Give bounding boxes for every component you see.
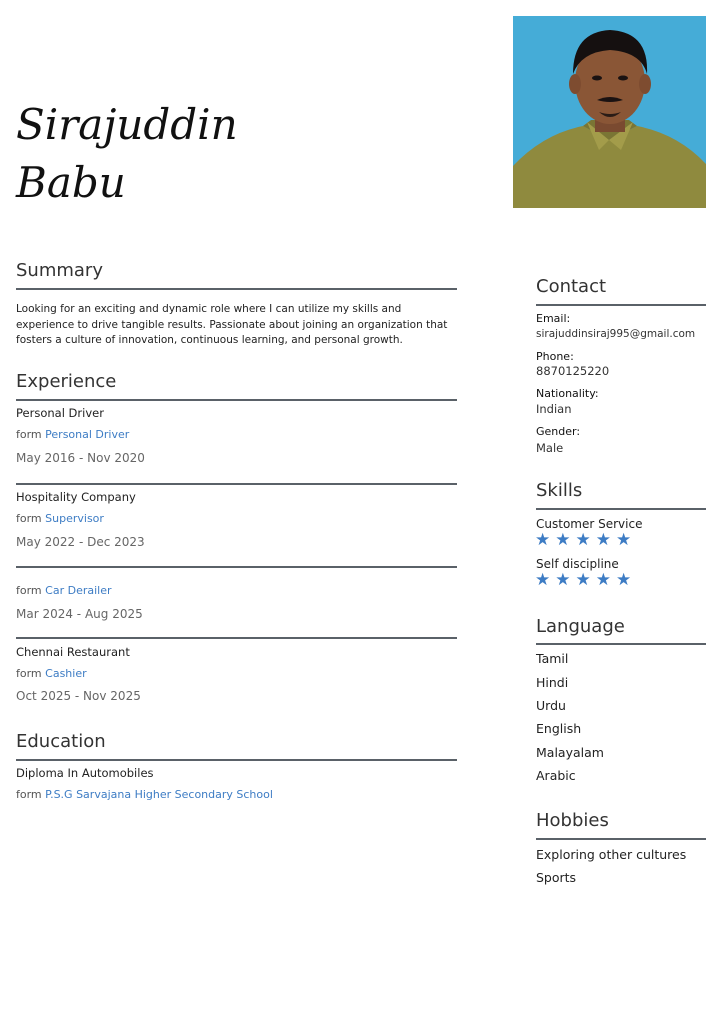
exp-company: Chennai Restaurant [16,645,130,659]
exp-role: Supervisor [45,512,104,525]
phone-label: Phone: [536,350,574,363]
nationality-label: Nationality: [536,387,599,400]
contact-heading: Contact [536,276,607,297]
summary-heading: Summary [16,260,103,281]
experience-divider [16,399,457,401]
exp-dates: Mar 2024 - Aug 2025 [16,607,143,621]
skill-name: Self discipline [536,557,619,571]
skill-rating-stars: ★★★★★ [535,570,637,590]
exp-company: Hospitality Company [16,490,136,504]
skills-heading: Skills [536,480,583,501]
summary-divider [16,288,457,290]
exp-company: Personal Driver [16,406,104,420]
language-item: Malayalam [536,745,604,760]
language-item: Urdu [536,698,566,713]
language-item: Tamil [536,651,569,666]
gender-value: Male [536,441,564,455]
exp-prefix: form [16,428,42,441]
exp-prefix: form [16,667,42,680]
exp-role-line [16,512,104,525]
exp-prefix: form [16,584,42,597]
edu-school: P.S.G Sarvajana Higher Secondary School [45,788,273,801]
contact-divider [536,304,706,306]
email-label: Email: [536,312,571,325]
hobby-item: Sports [536,870,577,885]
exp-role-line [16,667,87,680]
phone-value: 8870125220 [536,364,610,378]
hobbies-heading: Hobbies [536,810,609,831]
edu-degree: Diploma In Automobiles [16,766,154,780]
exp-prefix: form [16,512,42,525]
name-line-1: Sirajuddin [16,100,238,149]
education-heading: Education [16,731,106,752]
hobby-item: Exploring other cultures [536,847,687,862]
exp-role: Cashier [45,667,87,680]
exp-dates: Oct 2025 - Nov 2025 [16,689,141,703]
skill-name: Customer Service [536,517,643,531]
gender-label: Gender: [536,425,581,438]
exp-divider [16,483,457,485]
exp-role: Personal Driver [45,428,130,441]
language-item: Hindi [536,675,569,690]
portrait-illustration [513,16,706,208]
exp-divider [16,637,457,639]
profile-photo [513,16,706,208]
exp-role-line [16,428,129,441]
name-line-2: Babu [16,158,126,207]
nationality-value: Indian [536,402,572,416]
skill-rating-stars: ★★★★★ [535,530,637,550]
exp-divider [16,566,457,568]
candidate-name [16,96,456,212]
education-divider [16,759,457,761]
experience-heading: Experience [16,371,117,392]
language-item: Arabic [536,768,576,783]
language-divider [536,643,706,645]
language-item: English [536,721,582,736]
hobbies-divider [536,838,706,840]
exp-role-line [16,584,112,597]
skills-divider [536,508,706,510]
language-heading: Language [536,616,625,637]
summary-text: Looking for an exciting and dynamic role where I can utilize my skills and experience to drive tangible results. Passionate about joining an organization that fosters a culture of innovation, continuous learning, and personal growth. [16,303,448,346]
edu-prefix: form [16,788,42,801]
email-value: sirajuddinsiraj995@gmail.com [536,328,696,340]
exp-role: Car Derailer [45,584,112,597]
exp-dates: May 2016 - Nov 2020 [16,451,145,465]
edu-school-line [16,788,273,801]
exp-dates: May 2022 - Dec 2023 [16,535,145,549]
